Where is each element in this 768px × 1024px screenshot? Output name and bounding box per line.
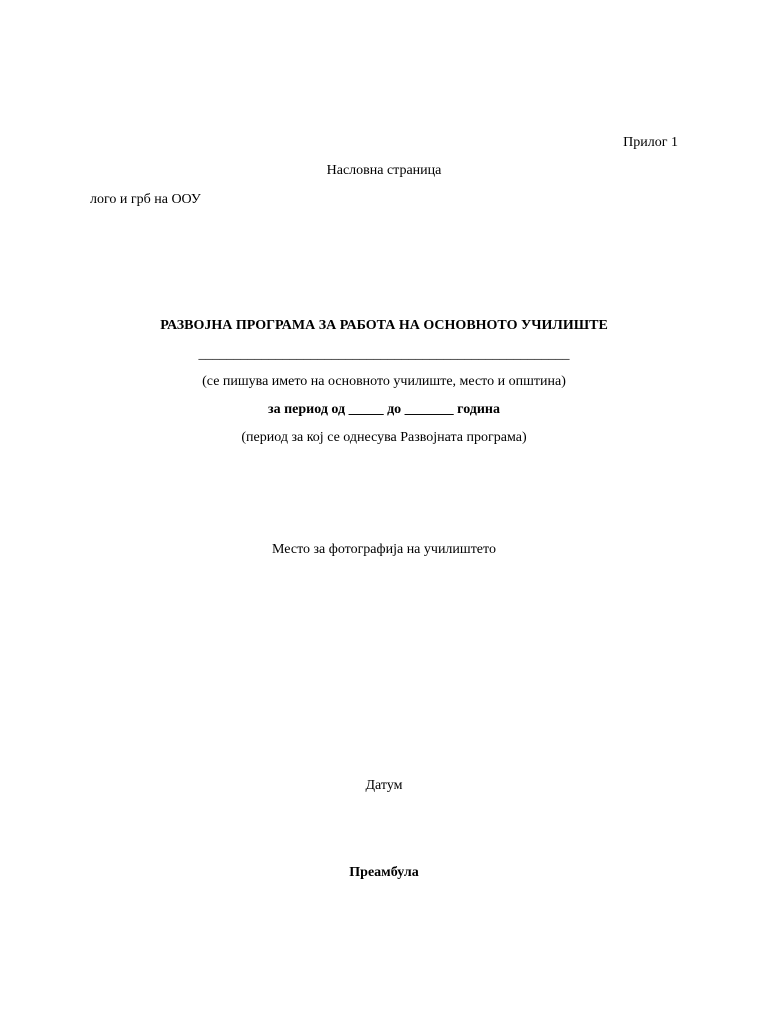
cover-page-label: Насловна страница	[326, 163, 442, 178]
document-title: РАЗВОЈНА ПРОГРАМА ЗА РАБОТА НА ОСНОВНОТО УЧИЛИШТЕ	[160, 318, 608, 333]
date-label: Датум	[365, 778, 403, 793]
period-hint: (период за кој се однесува Развојната програма)	[241, 430, 527, 445]
photo-placeholder: Место за фотографија на училиштето	[272, 542, 496, 557]
period-line: за период од _____ до _______ година	[267, 402, 501, 417]
annex-label: Прилог 1	[623, 135, 678, 150]
logo-placeholder: лого и грб на ООУ	[90, 192, 201, 207]
school-name-line: _____________________________________________________	[198, 347, 570, 362]
school-name-hint: (се пишува името на основното училиште, место и општина)	[202, 374, 566, 389]
preamble-heading: Преамбула	[349, 865, 419, 880]
